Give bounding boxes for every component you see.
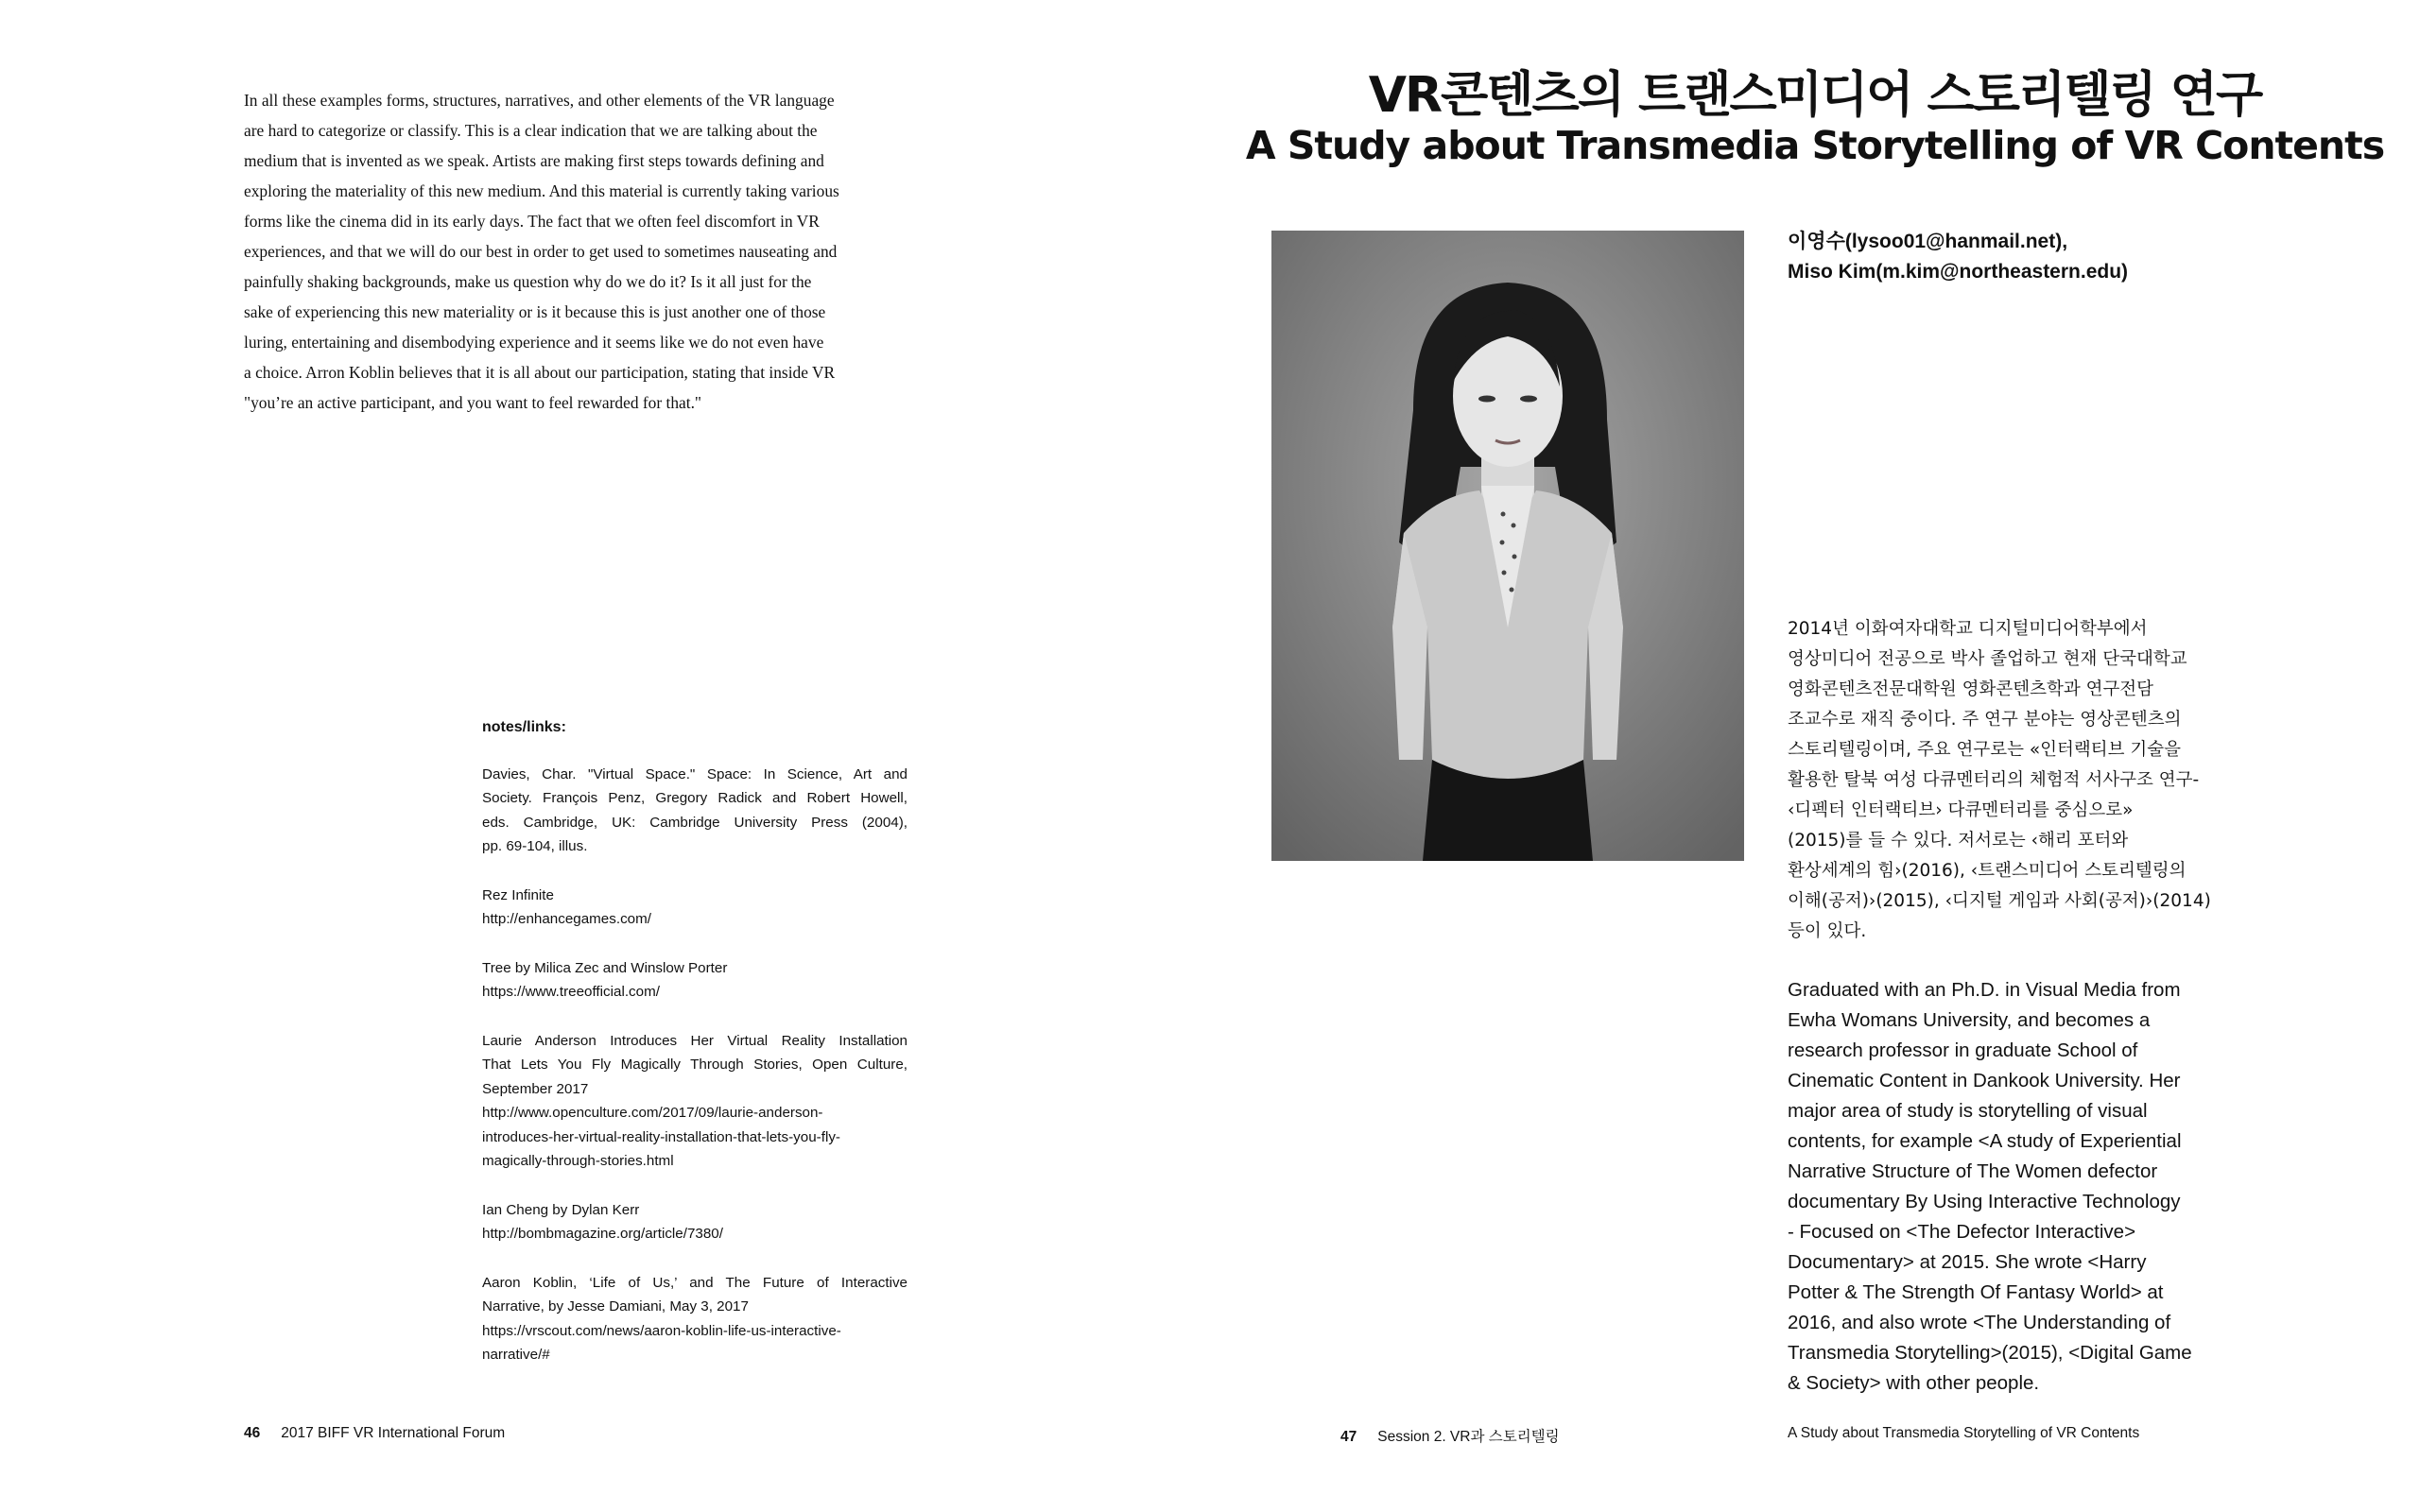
note-line: eds. Cambridge, UK: Cambridge University Press (2004), — [482, 814, 908, 831]
essay-line: a choice. Arron Koblin believes that it is all about our participation, stating that inside VR — [244, 363, 836, 382]
note-link[interactable]: http://bombmagazine.org/article/7380/ — [482, 1226, 723, 1242]
note-line: That Lets You Fly Magically Through Stories, Open Culture, — [482, 1057, 908, 1073]
note-line: Ian Cheng by Dylan Kerr — [482, 1201, 640, 1218]
bio-en-line: major area of study is storytelling of visual — [1788, 1100, 2148, 1122]
note-link[interactable]: http://www.openculture.com/2017/09/laurie-anderson- — [482, 1105, 823, 1121]
note-link[interactable]: magically-through-stories.html — [482, 1153, 674, 1169]
essay-paragraph — [244, 85, 906, 418]
note-entry-aaron-koblin — [482, 1271, 908, 1367]
note-line: September 2017 — [482, 1080, 589, 1097]
bio-ko-line: ‹디펙터 인터랙티브› 다큐멘터리를 중심으로» — [1788, 800, 2134, 820]
right-footer-left — [1340, 1425, 1560, 1446]
author-1: 이영수(lysoo01@hanmail.net), — [1788, 231, 2068, 252]
note-entry-tree — [482, 956, 908, 1005]
note-entry-davies — [482, 763, 908, 859]
note-link[interactable]: narrative/# — [482, 1347, 550, 1363]
bio-en-line: 2016, and also wrote <The Understanding of — [1788, 1312, 2171, 1333]
bio-ko-line: (2015)를 들 수 있다. 저서로는 ‹해리 포터와 — [1788, 831, 2129, 850]
footer-text: 2017 BIFF VR International Forum — [281, 1425, 506, 1441]
right-footer-running-title: A Study about Transmedia Storytelling of VR Contents — [1788, 1425, 2140, 1441]
author-contacts — [1788, 227, 2166, 287]
note-line: Laurie Anderson Introduces Her Virtual Reality Installation — [482, 1032, 908, 1049]
note-line: Rez Infinite — [482, 886, 554, 903]
note-entry-laurie-anderson — [482, 1029, 908, 1174]
bio-en-line: Narrative Structure of The Women defector — [1788, 1160, 2158, 1182]
bio-en-line: Potter & The Strength Of Fantasy World> at — [1788, 1281, 2164, 1303]
note-link[interactable]: http://enhancegames.com/ — [482, 911, 651, 927]
note-line: Davies, Char. "Virtual Space." Space: In Science, Art and — [482, 765, 908, 782]
page-number: 47 — [1340, 1429, 1357, 1445]
bio-en-line: contents, for example <A study of Experiential — [1788, 1130, 2182, 1152]
portrait-illustration — [1271, 231, 1744, 861]
bio-ko-line: 2014년 이화여자대학교 디지털미디어학부에서 — [1788, 619, 2148, 639]
bio-en-line: Documentary> at 2015. She wrote <Harry — [1788, 1251, 2147, 1273]
note-entry-ian-cheng — [482, 1198, 908, 1246]
bio-en-line: Graduated with an Ph.D. in Visual Media from — [1788, 979, 2181, 1001]
note-entry-rez-infinite — [482, 884, 908, 932]
note-line: pp. 69-104, illus. — [482, 838, 588, 854]
essay-line: luring, entertaining and disembodying experience and it seems like we do not even have — [244, 333, 824, 352]
bio-en-line: documentary By Using Interactive Technology — [1788, 1191, 2181, 1212]
bio-ko-line: 영상미디어 전공으로 박사 졸업하고 현재 단국대학교 — [1788, 649, 2187, 669]
note-line: Society. François Penz, Gregory Radick and Robert Howell, — [482, 790, 908, 806]
essay-line: forms like the cinema did in its early days. The fact that we often feel discomfort in VR — [244, 212, 820, 231]
bio-english — [1788, 975, 2213, 1399]
bio-en-line: - Focused on <The Defector Interactive> — [1788, 1221, 2136, 1243]
bio-ko-line: 조교수로 재직 중이다. 주 연구 분야는 영상콘텐츠의 — [1788, 710, 2182, 730]
essay-line: In all these examples forms, structures, narratives, and other elements of the VR language — [244, 91, 835, 110]
author-portrait-photo — [1271, 231, 1744, 861]
bio-en-line: Cinematic Content in Dankook University. Her — [1788, 1070, 2181, 1091]
essay-line: painfully shaking backgrounds, make us question why do we do it? Is it all just for the — [244, 272, 812, 291]
note-line: Narrative, by Jesse Damiani, May 3, 2017 — [482, 1298, 749, 1314]
bio-ko-line: 등이 있다. — [1788, 921, 1867, 941]
essay-line: exploring the materiality of this new medium. And this material is currently taking various — [244, 181, 839, 200]
essay-line: sake of experiencing this new materiality or is it because this is just another one of those — [244, 302, 826, 321]
note-line: Tree by Milica Zec and Winslow Porter — [482, 959, 728, 976]
bio-ko-line: 활용한 탈북 여성 다큐멘터리의 체험적 서사구조 연구- — [1788, 770, 2200, 790]
note-line: Aaron Koblin, ‘Life of Us,’ and The Future of Interactive — [482, 1274, 908, 1291]
bio-korean — [1788, 614, 2213, 947]
bio-en-line: research professor in graduate School of — [1788, 1040, 2138, 1061]
bio-ko-line: 이해(공저)›(2015), ‹디지털 게임과 사회(공저)›(2014) — [1788, 891, 2211, 911]
bio-en-line: & Society> with other people. — [1788, 1372, 2040, 1394]
bio-ko-line: 환상세계의 힘›(2016), ‹트랜스미디어 스토리텔링의 — [1788, 861, 2187, 881]
bio-ko-line: 영화콘텐츠전문대학원 영화콘텐츠학과 연구전담 — [1788, 679, 2154, 699]
bio-ko-line: 스토리텔링이며, 주요 연구로는 «인터랙티브 기술을 — [1788, 740, 2182, 760]
essay-line: "you’re an active participant, and you want to feel rewarded for that." — [244, 393, 702, 412]
notes-links — [482, 715, 908, 1392]
essay-line: are hard to categorize or classify. This is a clear indication that we are talking about the — [244, 121, 818, 140]
title-korean: VR콘텐츠의 트랜스미디어 스토리텔링 연구 — [1368, 67, 2262, 124]
note-link[interactable]: https://www.treeofficial.com/ — [482, 984, 660, 1000]
note-link[interactable]: introduces-her-virtual-reality-installation-that-lets-you-fly- — [482, 1128, 840, 1145]
bio-en-line: Transmedia Storytelling>(2015), <Digital Game — [1788, 1342, 2192, 1364]
title-english: A Study about Transmedia Storytelling of VR Contents — [1245, 123, 2385, 168]
bio-en-line: Ewha Womans University, and becomes a — [1788, 1009, 2151, 1031]
footer-section: Session 2. VR과 스토리텔링 — [1377, 1429, 1560, 1445]
essay-line: medium that is invented as we speak. Artists are making first steps towards defining and — [244, 151, 824, 170]
author-2: Miso Kim(m.kim@northeastern.edu) — [1788, 261, 2129, 283]
essay-line: experiences, and that we will do our best in order to get used to sometimes nauseating and — [244, 242, 838, 261]
left-footer — [244, 1425, 505, 1442]
page-number: 46 — [244, 1425, 261, 1441]
note-link[interactable]: https://vrscout.com/news/aaron-koblin-life-us-interactive- — [482, 1322, 841, 1339]
notes-heading: notes/links: — [482, 719, 566, 735]
